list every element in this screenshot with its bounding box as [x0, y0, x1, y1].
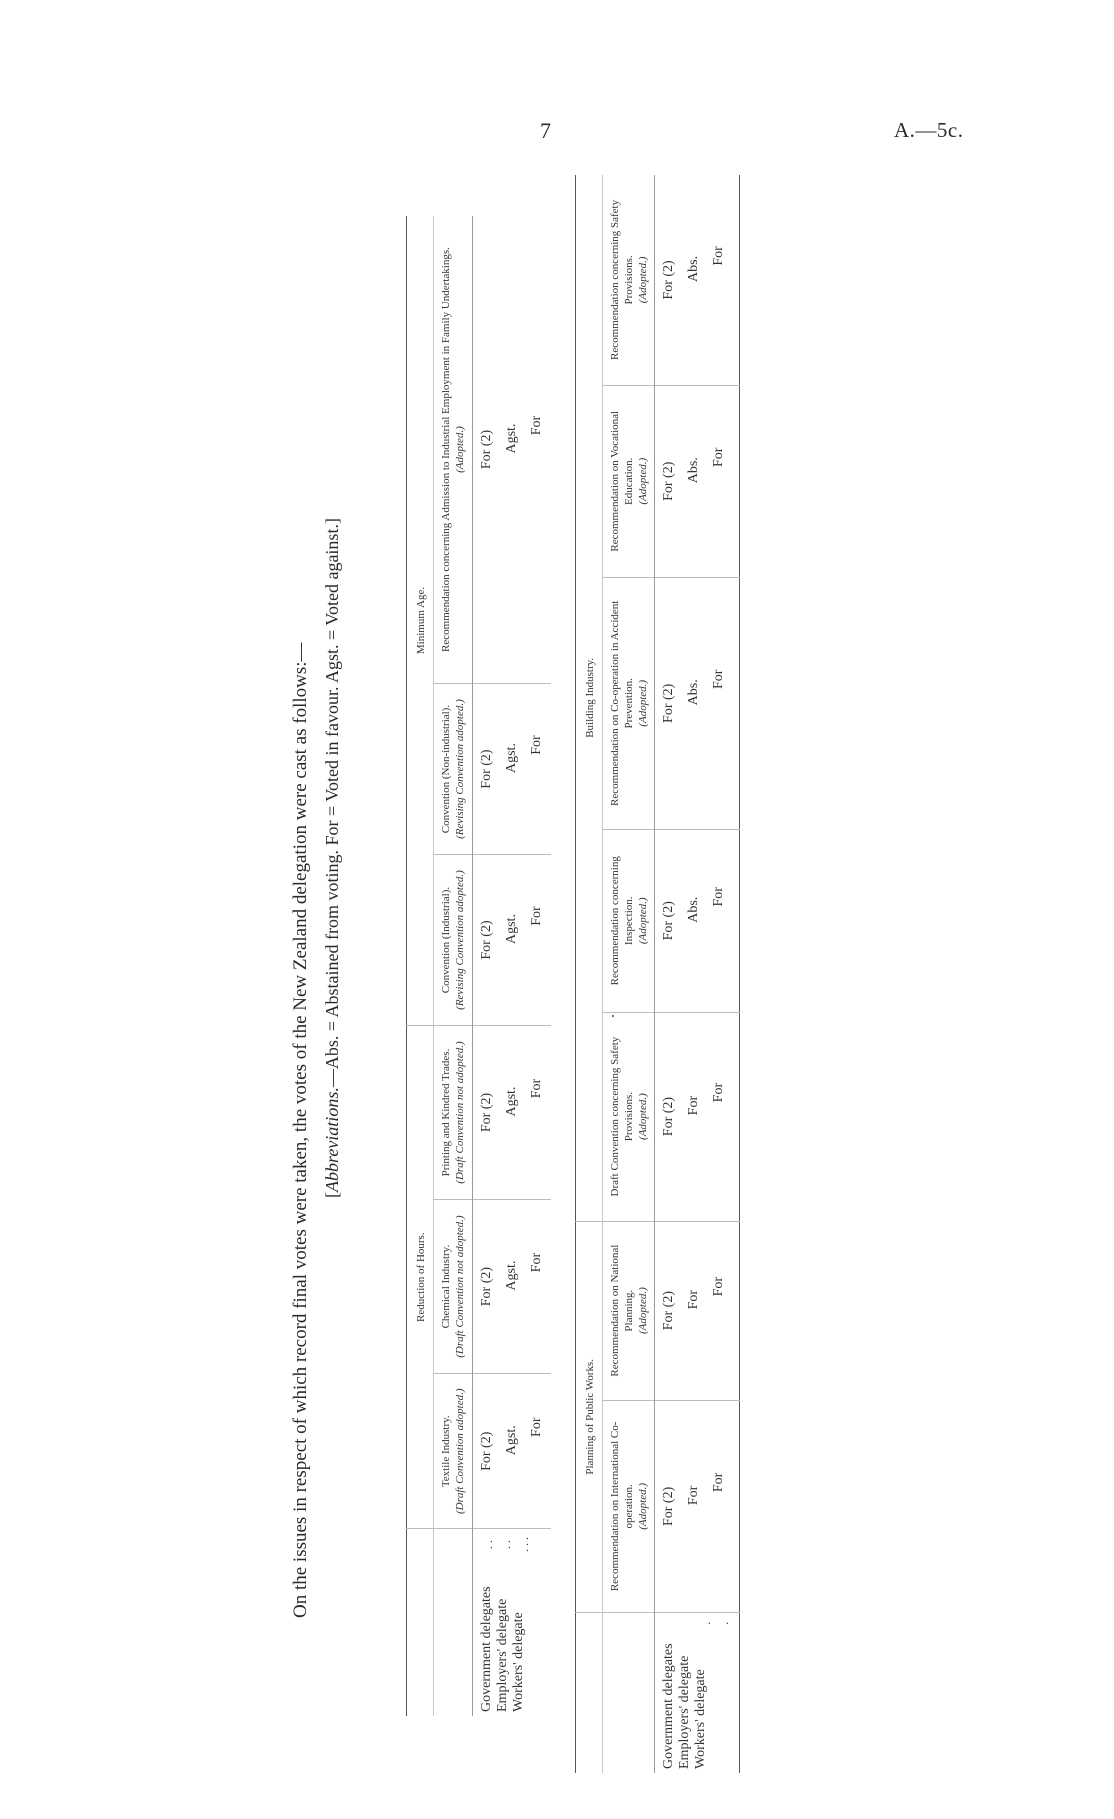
column-title: Recommendation on International Co-operation.	[609, 1421, 635, 1592]
vote-employers: For	[686, 1485, 702, 1506]
column-note: (Adopted.)	[636, 457, 649, 505]
table1-col-header	[434, 1026, 473, 1200]
vote-cell	[472, 1200, 551, 1374]
leader-dots: . .	[699, 1621, 732, 1625]
vote-employers: Agst.	[503, 1260, 519, 1291]
vote-employers: Agst.	[503, 1425, 519, 1456]
votes-table-2-block	[575, 175, 740, 1773]
vote-employers: Abs.	[686, 679, 702, 706]
column-title: Chemical Industry.	[440, 1244, 452, 1329]
leader-dots: . .	[480, 1540, 495, 1550]
table2-row-labels	[655, 1633, 740, 1773]
vote-cell	[655, 1012, 740, 1221]
column-note: (Draft Convention adopted.)	[453, 1388, 466, 1515]
table1-col-header	[434, 684, 473, 855]
vote-employers: Abs.	[686, 255, 702, 282]
page-number: 7	[540, 118, 551, 143]
column-note: (Draft Convention not adopted.)	[453, 1215, 466, 1358]
table2-col-header	[603, 1221, 655, 1400]
table2-stub-header	[603, 1613, 655, 1773]
leader-dots	[661, 1619, 679, 1627]
table1-col-header	[434, 1374, 473, 1529]
vote-government: For (2)	[661, 1486, 677, 1527]
vote-workers: For	[711, 669, 727, 690]
vote-employers: Agst.	[503, 423, 519, 454]
votes-table-1	[406, 216, 551, 1716]
table2-col-header	[603, 385, 655, 577]
vote-workers: For	[528, 1078, 544, 1099]
vote-workers: For	[528, 1417, 544, 1437]
column-note: (Adopted.)	[636, 1093, 649, 1140]
vote-workers: For	[711, 887, 727, 907]
table2-col-header	[603, 829, 655, 1012]
table2-row-dots	[655, 1613, 740, 1634]
vote-government: For (2)	[478, 429, 494, 470]
table2-corner	[576, 1613, 603, 1773]
leader-dots: . . .	[516, 1537, 531, 1553]
vote-employers: Agst.	[503, 914, 519, 944]
vote-cell	[472, 216, 551, 684]
column-title: Convention (Industrial).	[440, 886, 452, 994]
vote-government: For (2)	[478, 749, 494, 789]
vote-employers: Abs.	[686, 457, 702, 484]
column-title: Textile Industry.	[440, 1415, 452, 1488]
column-title: Draft Convention concerning Safety Provisions.	[609, 1036, 635, 1197]
column-note: (Adopted.)	[636, 897, 649, 945]
column-note: (Adopted.)	[636, 1287, 649, 1334]
vote-workers: For	[711, 447, 727, 467]
vote-cell	[655, 385, 740, 577]
vote-cell	[472, 1026, 551, 1200]
vote-workers: For	[711, 1472, 727, 1493]
row-label: Employers' delegate	[677, 1655, 693, 1769]
table1-row-dots	[472, 1529, 551, 1560]
row-label: Employers' delegate	[494, 1598, 510, 1712]
column-note: (Adopted.)	[636, 256, 649, 304]
vote-employers: Abs.	[686, 896, 702, 923]
column-note: (Adopted.)	[453, 426, 466, 473]
vote-government: For (2)	[478, 1092, 494, 1133]
votes-table-1-block	[406, 216, 551, 1716]
table1-corner	[407, 1529, 434, 1716]
vote-government: For (2)	[661, 461, 677, 501]
vote-workers: For	[528, 415, 544, 436]
vote-workers: For	[711, 246, 727, 266]
table2-col-header	[603, 1400, 655, 1612]
table2-group-planning-public-works: Planning of Public Works.	[576, 1221, 603, 1613]
column-title: Printing and Kindred Trades.	[440, 1048, 452, 1177]
vote-cell	[472, 684, 551, 855]
table1-stub-header	[434, 1529, 473, 1716]
vote-cell	[655, 829, 740, 1012]
column-note: (Draft Convention not adopted.)	[453, 1041, 466, 1184]
column-note: (Revising Convention adopted.)	[453, 870, 466, 1010]
vote-government: For (2)	[661, 683, 677, 723]
column-title: Recommendation on Co-operation in Accident Prevention.	[609, 600, 635, 806]
vote-cell	[655, 1221, 740, 1400]
document-reference: A.—5c.	[894, 118, 964, 142]
column-title: Convention (Non-industrial).	[440, 704, 452, 834]
vote-cell	[655, 577, 740, 829]
row-label: Workers' delegate	[510, 1612, 526, 1712]
vote-employers: Agst.	[503, 1086, 519, 1117]
vote-cell	[472, 855, 551, 1026]
column-title: Recommendation concerning Safety Provisions.	[609, 199, 635, 360]
vote-government: For (2)	[478, 1266, 494, 1307]
table2-col-header	[603, 175, 655, 385]
vote-workers: For	[711, 1276, 727, 1297]
column-note: (Adopted.)	[636, 679, 649, 727]
vote-workers: For	[528, 906, 544, 926]
row-label: Government delegates	[478, 1586, 494, 1712]
column-title: Recommendation concerning Inspection.	[609, 856, 635, 986]
table1-col-header	[434, 216, 473, 684]
abbreviations-label: Abbreviations.	[322, 1087, 342, 1192]
intro-text: On the issues in respect of which record final votes were taken, the votes of the New Zealand delegation were cast as follows:—	[290, 642, 311, 1618]
vote-government: For (2)	[661, 260, 677, 300]
row-label: Workers' delegate	[693, 1669, 709, 1769]
votes-table-2	[575, 175, 740, 1773]
vote-cell	[655, 1400, 740, 1612]
vote-government: For (2)	[661, 901, 677, 941]
vote-government: For (2)	[661, 1290, 677, 1331]
vote-employers: For	[686, 1095, 702, 1116]
table1-row-labels	[472, 1560, 551, 1716]
column-title: Recommendation on Vocational Education.	[609, 410, 635, 552]
table1-col-header	[434, 1200, 473, 1374]
leader-dots	[679, 1619, 697, 1627]
vote-workers: For	[711, 1082, 727, 1103]
vote-cell	[655, 175, 740, 385]
table2-group-building-industry: Building Industry.	[576, 175, 603, 1221]
vote-employers: For	[686, 1289, 702, 1310]
table1-group-minimum-age: Minimum Age.	[407, 216, 434, 1026]
intro-block	[290, 168, 343, 1618]
abbreviations-text: —Abs. = Abstained from voting. For = Voted in favour. Agst. = Voted against.]	[322, 518, 342, 1088]
table2-col-header	[603, 1012, 655, 1221]
vote-government: For (2)	[478, 1431, 494, 1471]
column-note: (Adopted.)	[636, 1483, 649, 1530]
vote-workers: For	[528, 735, 544, 755]
leader-dots: . .	[498, 1540, 513, 1550]
vote-employers: Agst.	[503, 743, 519, 774]
vote-government: For (2)	[661, 1096, 677, 1137]
vote-cell	[472, 1374, 551, 1529]
table1-group-reduction-of-hours: Reduction of Hours.	[407, 1026, 434, 1529]
column-title: Recommendation on National Planning.	[609, 1244, 635, 1377]
table2-col-header	[603, 577, 655, 829]
column-note: (Revising Convention adopted.)	[453, 699, 466, 839]
abbreviations-line: [Abbreviations.—Abs. = Abstained from voting. For = Voted in favour. Agst. = Voted against.]	[322, 518, 342, 1198]
column-title: Recommendation concerning Admission to Industrial Employment in Family Undertakings.	[440, 247, 452, 652]
table1-col-header	[434, 855, 473, 1026]
vote-workers: For	[528, 1252, 544, 1273]
vote-government: For (2)	[478, 920, 494, 960]
row-label: Government delegates	[661, 1643, 677, 1769]
